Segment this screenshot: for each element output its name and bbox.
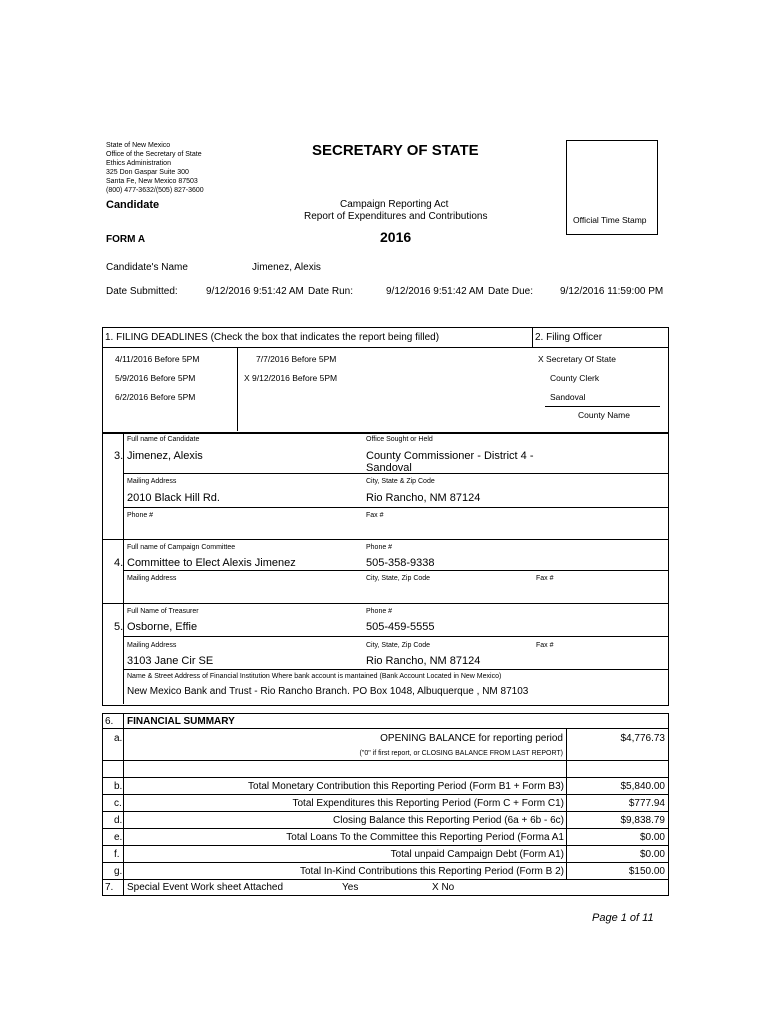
time-stamp-label: Official Time Stamp	[573, 215, 647, 225]
committee-name: Committee to Elect Alexis Jimenez	[127, 557, 296, 569]
officer-item-checked[interactable]: X Secretary Of State	[538, 354, 616, 364]
divider	[566, 728, 567, 880]
row-value: $777.94	[628, 798, 665, 809]
page-title: SECRETARY OF STATE	[312, 142, 479, 159]
office-sought-cont: Sandoval	[366, 462, 412, 474]
date-due-value: 9/12/2016 11:59:00 PM	[560, 286, 664, 297]
divider	[102, 794, 668, 795]
treasurer-name: Osborne, Effie	[127, 621, 198, 633]
divider	[102, 539, 668, 540]
divider	[102, 777, 668, 778]
field-label: Fax #	[536, 575, 554, 582]
special-event-yes[interactable]: Yes	[342, 882, 359, 893]
county-underline	[545, 406, 660, 407]
field-label: Name & Street Address of Financial Institution Where bank account is mantained (Bank Account Located in New Mexico)	[127, 673, 502, 680]
divider	[102, 828, 668, 829]
field-label: Mailing Address	[127, 478, 177, 485]
page-number: Page 1 of 11	[592, 912, 654, 924]
divider	[237, 347, 238, 431]
row-letter: d.	[114, 815, 123, 826]
divider	[102, 603, 668, 604]
divider	[532, 327, 533, 347]
filing-deadlines-heading: 1. FILING DEADLINES (Check the box that indicates the report being filled)	[105, 332, 440, 343]
candidate-heading: Candidate	[106, 199, 160, 211]
field-label: City, State, Zip Code	[366, 575, 431, 582]
address-line: (800) 477-3632/(505) 827-3600	[106, 187, 204, 194]
special-event-no-checked[interactable]: X No	[432, 882, 455, 893]
date-submitted-value: 9/12/2016 9:51:42 AM	[206, 286, 304, 297]
field-label: Fax #	[366, 512, 384, 519]
field-label: City, State, Zip Code	[366, 642, 431, 649]
divider	[123, 669, 668, 670]
row-label: Total unpaid Campaign Debt (Form A1)	[390, 849, 564, 860]
section-number: 6.	[105, 716, 114, 727]
field-label: Phone #	[366, 544, 393, 551]
date-submitted-label: Date Submitted:	[106, 286, 178, 297]
row-letter: e.	[114, 832, 123, 843]
address-line: 325 Don Gaspar Suite 300	[106, 169, 189, 176]
officer-item[interactable]: County Clerk	[550, 373, 600, 383]
opening-balance-label: OPENING BALANCE for reporting period	[380, 733, 563, 744]
divider	[123, 713, 124, 895]
treasurer-phone: 505-459-5555	[366, 621, 435, 633]
divider	[123, 636, 668, 637]
row-value: $9,838.79	[620, 815, 665, 826]
office-sought: County Commissioner - District 4 -	[366, 450, 534, 462]
field-label: Full name of Campaign Committee	[127, 544, 236, 551]
date-due-label: Date Due:	[488, 286, 534, 297]
candidate-name-label: Candidate's Name	[106, 262, 188, 273]
field-label: Office Sought or Held	[366, 436, 433, 443]
deadline-item[interactable]: 4/11/2016 Before 5PM	[115, 354, 200, 364]
row-label: Total Loans To the Committee this Reporting Period (Forma A1	[286, 832, 564, 843]
opening-balance-value: $4,776.73	[620, 733, 665, 744]
divider	[102, 760, 668, 761]
row-letter: g.	[114, 866, 123, 877]
date-run-value: 9/12/2016 9:51:42 AM	[386, 286, 484, 297]
row-letter: c.	[114, 798, 122, 809]
deadline-item[interactable]: 7/7/2016 Before 5PM	[256, 354, 337, 364]
field-label: Phone #	[127, 512, 154, 519]
financial-summary-heading: FINANCIAL SUMMARY	[127, 716, 235, 727]
special-event-label: Special Event Work sheet Attached	[127, 882, 284, 893]
treasurer-mailing-address: 3103 Jane Cir SE	[127, 655, 214, 667]
field-label: Full Name of Treasurer	[127, 608, 199, 615]
row-value: $0.00	[639, 832, 665, 843]
form-label: FORM A	[106, 234, 146, 245]
row-letter: f.	[114, 849, 120, 860]
filing-officer-heading: 2. Filing Officer	[535, 332, 603, 343]
county-name-label: County Name	[578, 410, 630, 420]
address-line: State of New Mexico	[106, 142, 171, 149]
deadline-item-checked[interactable]: X 9/12/2016 Before 5PM	[244, 373, 338, 383]
address-line: Office of the Secretary of State	[106, 151, 202, 158]
divider	[102, 347, 668, 348]
section-number: 5.	[114, 621, 124, 633]
address-line: Ethics Administration	[106, 160, 171, 167]
row-value: $5,840.00	[620, 781, 665, 792]
row-label: Total Monetary Contribution this Reporting Period (Form B1 + Form B3)	[248, 781, 564, 792]
row-label: Total In-Kind Contributions this Reporting Period (Form B 2)	[299, 866, 564, 877]
section-number: 4.	[114, 557, 124, 569]
divider	[123, 570, 668, 571]
row-value: $150.00	[628, 866, 665, 877]
candidate-mailing-address: 2010 Black Hill Rd.	[127, 492, 220, 504]
address-line: Santa Fe, New Mexico 87503	[106, 178, 198, 185]
field-label: Full name of Candidate	[127, 436, 200, 443]
divider	[102, 845, 668, 846]
deadline-item[interactable]: 6/2/2016 Before 5PM	[115, 392, 196, 402]
field-label: City, State & Zip Code	[366, 478, 435, 485]
divider	[102, 811, 668, 812]
date-run-label: Date Run:	[308, 286, 354, 297]
deadline-item[interactable]: 5/9/2016 Before 5PM	[115, 373, 196, 383]
divider	[102, 879, 668, 880]
row-label: Closing Balance this Reporting Period (6a + 6b - 6c)	[333, 815, 564, 826]
bank-address: New Mexico Bank and Trust - Rio Rancho Branch. PO Box 1048, Albuquerque , NM 87103	[127, 686, 529, 697]
row-letter: a.	[114, 733, 123, 744]
report-year: 2016	[380, 229, 412, 245]
divider	[123, 507, 668, 508]
opening-balance-note: ("0" if first report, or CLOSING BALANCE FROM LAST REPORT)	[359, 750, 563, 757]
field-label: Phone #	[366, 608, 393, 615]
county-value: Sandoval	[550, 392, 586, 402]
field-label: Fax #	[536, 642, 554, 649]
field-label: Mailing Address	[127, 642, 177, 649]
divider	[102, 862, 668, 863]
candidate-city: Rio Rancho, NM 87124	[366, 492, 481, 504]
report-title: Report of Expenditures and Contributions	[304, 211, 488, 222]
treasurer-city: Rio Rancho, NM 87124	[366, 655, 481, 667]
divider	[102, 728, 668, 729]
field-label: Mailing Address	[127, 575, 177, 582]
section-number: 7.	[105, 882, 114, 893]
candidate-name-value: Jimenez, Alexis	[252, 262, 321, 273]
section-number: 3.	[114, 450, 124, 462]
candidate-full-name: Jimenez, Alexis	[127, 450, 203, 462]
row-label: Total Expenditures this Reporting Period (Form C + Form C1)	[292, 798, 564, 809]
row-value: $0.00	[639, 849, 665, 860]
act-title: Campaign Reporting Act	[340, 199, 449, 210]
committee-phone: 505-358-9338	[366, 557, 435, 569]
row-letter: b.	[114, 781, 123, 792]
